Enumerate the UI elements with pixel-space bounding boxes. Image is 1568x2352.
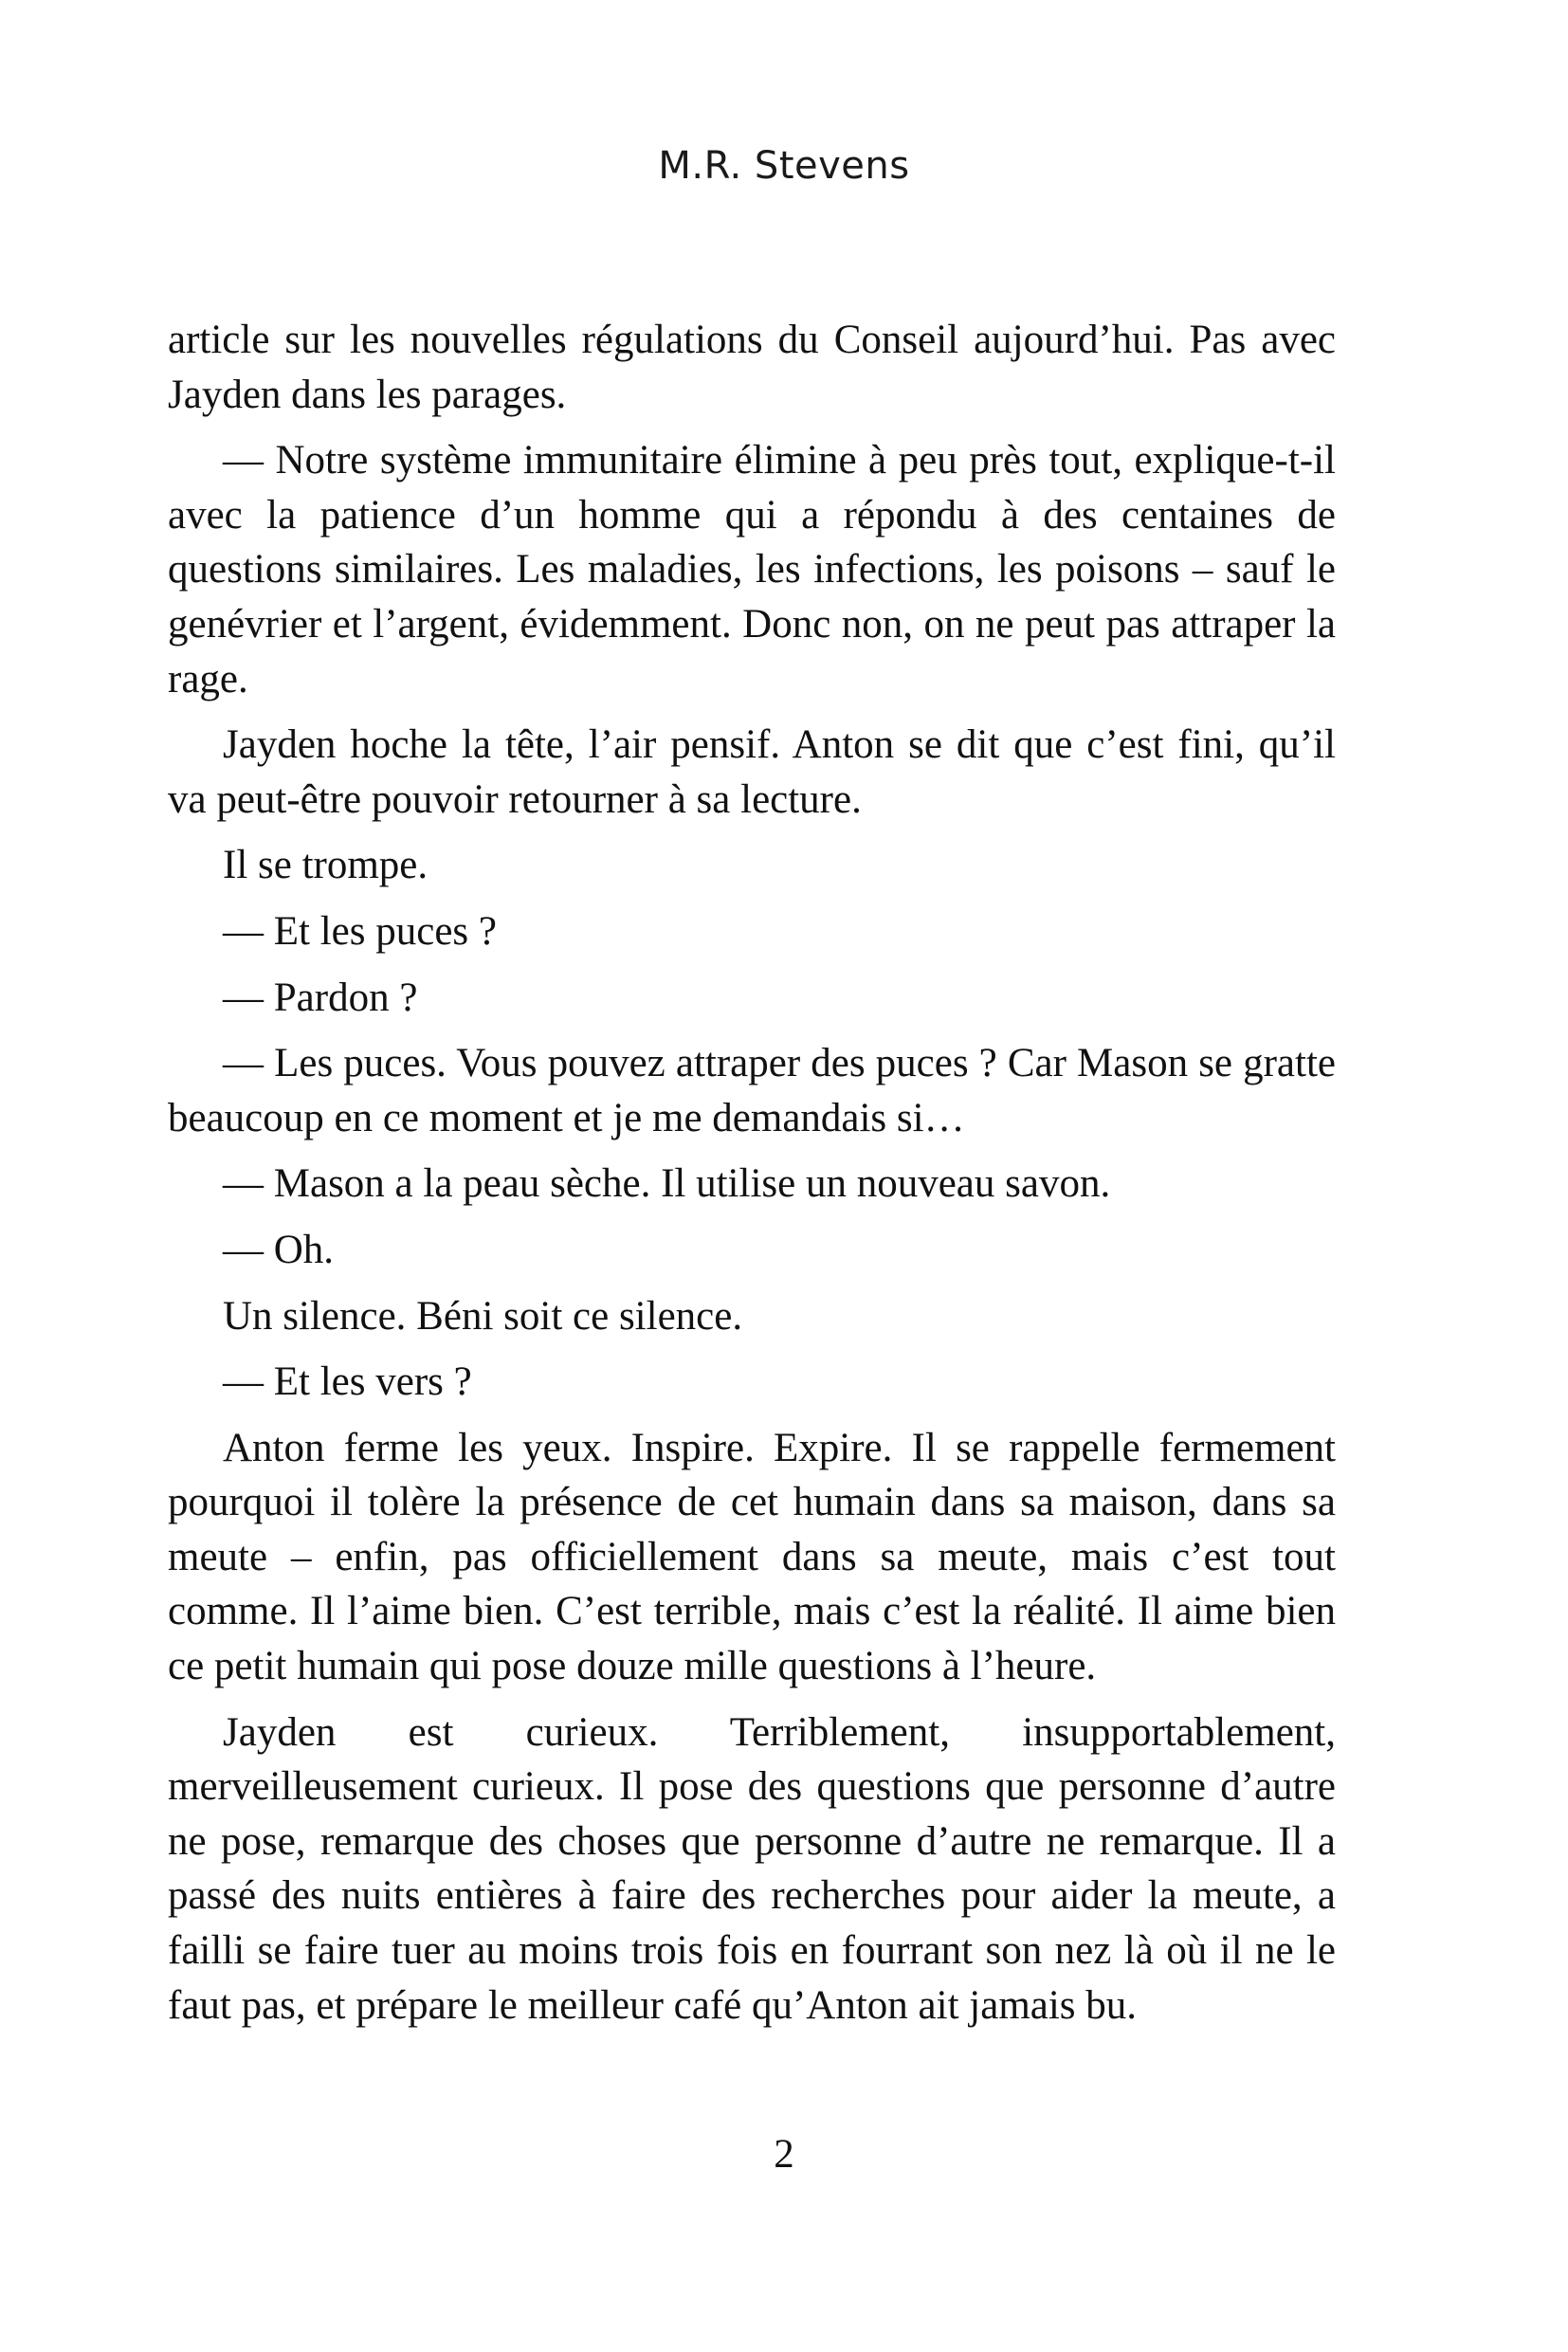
body-text <box>168 313 1336 2044</box>
paragraph: — Notre système immunitaire élimine à peu près tout, explique-t-il avec la patience d’un homme qui a répondu à des centaines de questions similaires. Les maladies, les infections, les poisons – sauf le genévrier et l’argent, évidemment. Donc non, on ne peut pas attraper la rage. <box>168 438 1336 702</box>
dialogue-line: — Les puces. Vous pouvez attraper des puces ? Car Mason se gratte beaucoup en ce moment et je me demandais si… <box>168 1041 1336 1140</box>
dialogue-line: — Mason a la peau sèche. Il utilise un nouveau savon. <box>223 1161 1111 1207</box>
paragraph: Il se trompe. <box>223 843 428 888</box>
dialogue-line: — Et les vers ? <box>223 1359 472 1405</box>
running-header-author: M.R. Stevens <box>658 144 910 188</box>
dialogue-line: — Oh. <box>223 1227 335 1272</box>
paragraph: article sur les nouvelles régulations du Conseil aujourd’hui. Pas avec Jayden dans les parages. <box>168 318 1336 417</box>
dialogue-line: — Pardon ? <box>223 975 418 1020</box>
paragraph: Un silence. Béni soit ce silence. <box>223 1293 743 1339</box>
dialogue-line: — Et les puces ? <box>223 908 497 954</box>
page-number: 2 <box>774 2132 794 2177</box>
paragraph: Jayden est curieux. Terriblement, insupportablement, merveilleusement curieux. Il pose des questions que personne d’autre ne pose, remarque des choses que personne d’autre ne remarque. Il a passé des nuits entières à faire des recherches pour aider la meute, a failli se faire tuer au moins trois fois en fourrant son nez là où il ne le faut pas, et prépare le meilleur café qu’Anton ait jamais bu. <box>168 1709 1336 2028</box>
paragraph: Jayden hoche la tête, l’air pensif. Anton se dit que c’est fini, qu’il va peut-être pouvoir retourner à sa lecture. <box>168 722 1336 822</box>
paragraph: Anton ferme les yeux. Inspire. Expire. Il se rappelle fermement pourquoi il tolère la présence de cet humain dans sa maison, dans sa meute – enfin, pas officiellement dans sa meute, mais c’est tout comme. Il l’aime bien. C’est terrible, mais c’est la réalité. Il aime bien ce petit humain qui pose douze mille questions à l’heure. <box>168 1425 1336 1689</box>
